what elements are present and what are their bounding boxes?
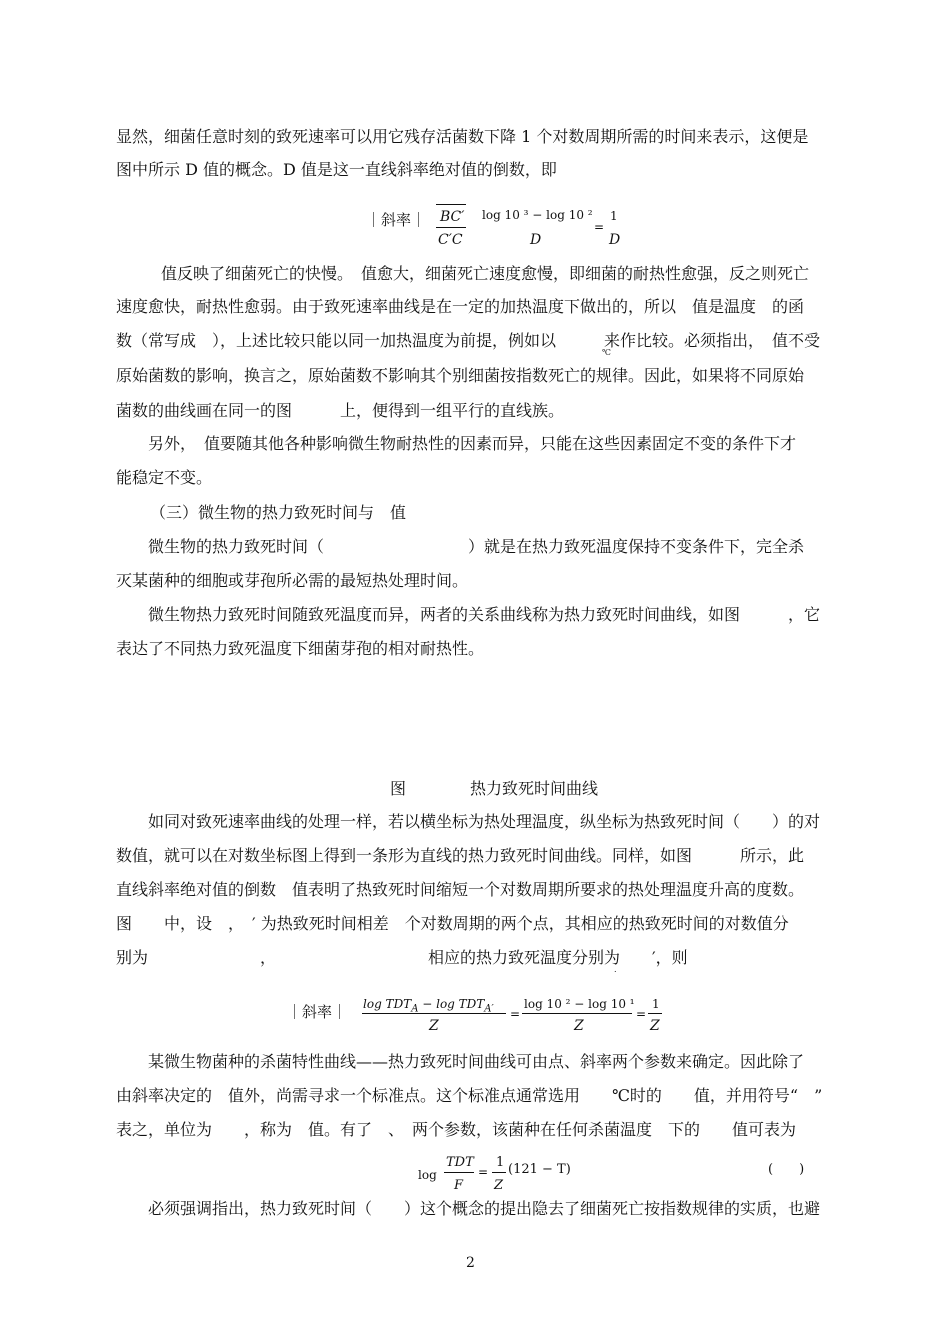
formula-2-sub-b: A′ (484, 1003, 494, 1015)
paragraph-1-line-1: 显然，细菌任意时刻的致死速率可以用它残存活菌数下降 1 个对数周期所需的时间来表示，这便是 (116, 127, 809, 146)
formula-3-frac2-bar (492, 1172, 506, 1173)
formula-3-frac1-bar (444, 1172, 474, 1173)
formula-1-frac1-bar (436, 227, 466, 228)
formula-3-log: log (418, 1168, 437, 1182)
formula-2-frac1-denominator: Z (429, 1018, 439, 1034)
formula-1-overline (436, 204, 466, 205)
paragraph-3-line-1: 另外， 值要随其他各种影响微生物耐热性的因素而异，只能在这些因素固定不变的条件下才 (148, 434, 797, 453)
paragraph-1-line-2: 图中所示 D 值的概念。D 值是这一直线斜率绝对值的倒数，即 (116, 160, 557, 179)
formula-1-frac3-denominator: D (609, 232, 621, 248)
formula-1-frac3-numerator: 1 (610, 209, 618, 223)
paragraph-2-line-1: 值反映了细菌死亡的快慢。 值愈大，细菌死亡速度愈慢，即细菌的耐热性愈强，反之则死亡 (161, 264, 810, 283)
formula-1-frac1-denominator: C′C (438, 232, 463, 248)
paragraph-7-line-3: 表之，单位为 ，称为 值。有了 、 两个参数，该菌种在任何杀菌温度 下的 值可表为 (116, 1120, 797, 1139)
figure-caption: 图 热力致死时间曲线 (390, 779, 599, 798)
formula-1-equals: = (594, 220, 605, 234)
paragraph-6-dot-mark: . (614, 965, 617, 974)
formula-2-frac2-bar (522, 1013, 632, 1014)
paragraph-7-line-1: 某微生物菌种的杀菌特性曲线——热力致死时间曲线可由点、斜率两个参数来确定。因此除了 (148, 1052, 805, 1071)
formula-3-frac1-numerator: TDT (446, 1155, 474, 1170)
formula-1-frac2-numerator: log 10 ³ − log 10 ² (482, 208, 593, 222)
formula-2-frac1-numerator (363, 996, 494, 1017)
formula-1-label: ｜斜率｜ (366, 211, 427, 229)
formula-2-frac1-part-a: log TDT (363, 997, 412, 1011)
formula-2-frac3-numerator: 1 (652, 997, 660, 1011)
paragraph-5-line-2: 表达了不同热力致死温度下细菌芽孢的相对耐热性。 (116, 639, 485, 658)
paragraph-2-line-5: 菌数的曲线画在同一的图 上，便得到一组平行的直线族。 (116, 401, 565, 420)
paragraph-5-line-1: 微生物热力致死时间随致死温度而异，两者的关系曲线称为热力致死时间曲线，如图 ，它 (148, 605, 821, 624)
formula-1-frac1-numerator: BC′ (440, 209, 465, 225)
formula-1-frac2-denominator: D (530, 232, 542, 248)
paragraph-2-degree-mark: ℃ (602, 348, 611, 357)
paragraph-2-line-2: 速度愈快，耐热性愈弱。由于致死速率曲线是在一定的加热温度下做出的，所以 值是温度 的函 (116, 297, 805, 316)
formula-2-frac1-part-b: − log TDT (418, 997, 485, 1011)
formula-3-frac1-denominator: F (454, 1178, 464, 1193)
formula-3-tail: (121 − T) (508, 1162, 571, 1177)
paragraph-6-line-4: 图 中，设 ， ′ 为热致死时间相差 个对数周期的两个点，其相应的热致死时间的对数值分 (116, 914, 789, 933)
paragraph-2-line-3: 数（常写成 ），上述比较只能以同一加热温度为前提，例如以 来作比较。必须指出， 值不受 (116, 331, 821, 350)
formula-3-frac2-numerator: 1 (496, 1155, 505, 1170)
paragraph-8-line-1: 必须强调指出，热力致死时间（ ）这个概念的提出隐去了细菌死亡按指数规律的实质，也避 (148, 1199, 821, 1218)
formula-2-frac2-numerator: log 10 ² − log 10 ¹ (524, 997, 635, 1011)
formula-2-frac3-denominator: Z (650, 1018, 660, 1034)
paragraph-4-line-1: 微生物的热力致死时间（ ）就是在热力致死温度保持不变条件下，完全杀 (148, 537, 805, 556)
formula-2-equals-1: = (510, 1007, 521, 1021)
formula-2-sub-a: A (411, 1003, 419, 1015)
formula-3-frac2-denominator: Z (494, 1178, 504, 1193)
formula-2-frac3-bar (648, 1013, 662, 1014)
formula-2-label: ｜斜率｜ (287, 1003, 348, 1021)
paragraph-4-line-2: 灭某菌种的细胞或芽孢所必需的最短热处理时间。 (116, 571, 469, 590)
paragraph-6-line-5: 别为 ， 相应的热力致死温度分别为 ′，则 (116, 948, 688, 967)
paragraph-6-line-2: 数值，就可以在对数坐标图上得到一条形为直线的热力致死时间曲线。同样，如图 所示，此 (116, 846, 805, 865)
formula-3-equals: = (478, 1165, 489, 1179)
paragraph-2-line-4: 原始菌数的影响，换言之，原始菌数不影响其个别细菌按指数死亡的规律。因此，如果将不同原始 (116, 366, 805, 385)
paragraph-7-line-2: 由斜率决定的 值外，尚需寻求一个标准点。这个标准点通常选用 ℃时的 值，并用符号“ ” (116, 1086, 823, 1105)
page-number: 2 (466, 1255, 475, 1271)
paragraph-6-line-3: 直线斜率绝对值的倒数 值表明了热致死时间缩短一个对数周期所要求的热处理温度升高的度数。 (116, 880, 805, 899)
formula-3-equation-number: ( ) (768, 1162, 805, 1177)
section-heading: （三）微生物的热力致死时间与 值 (150, 503, 407, 522)
formula-2-equals-2: = (636, 1007, 647, 1021)
formula-2-frac2-denominator: Z (574, 1018, 584, 1034)
paragraph-6-line-1: 如同对致死速率曲线的处理一样，若以横坐标为热处理温度，纵坐标为热致死时间（ ）的对 (148, 812, 821, 831)
paragraph-3-line-2: 能稳定不变。 (116, 468, 213, 487)
formula-2-frac1-bar (362, 1013, 506, 1014)
